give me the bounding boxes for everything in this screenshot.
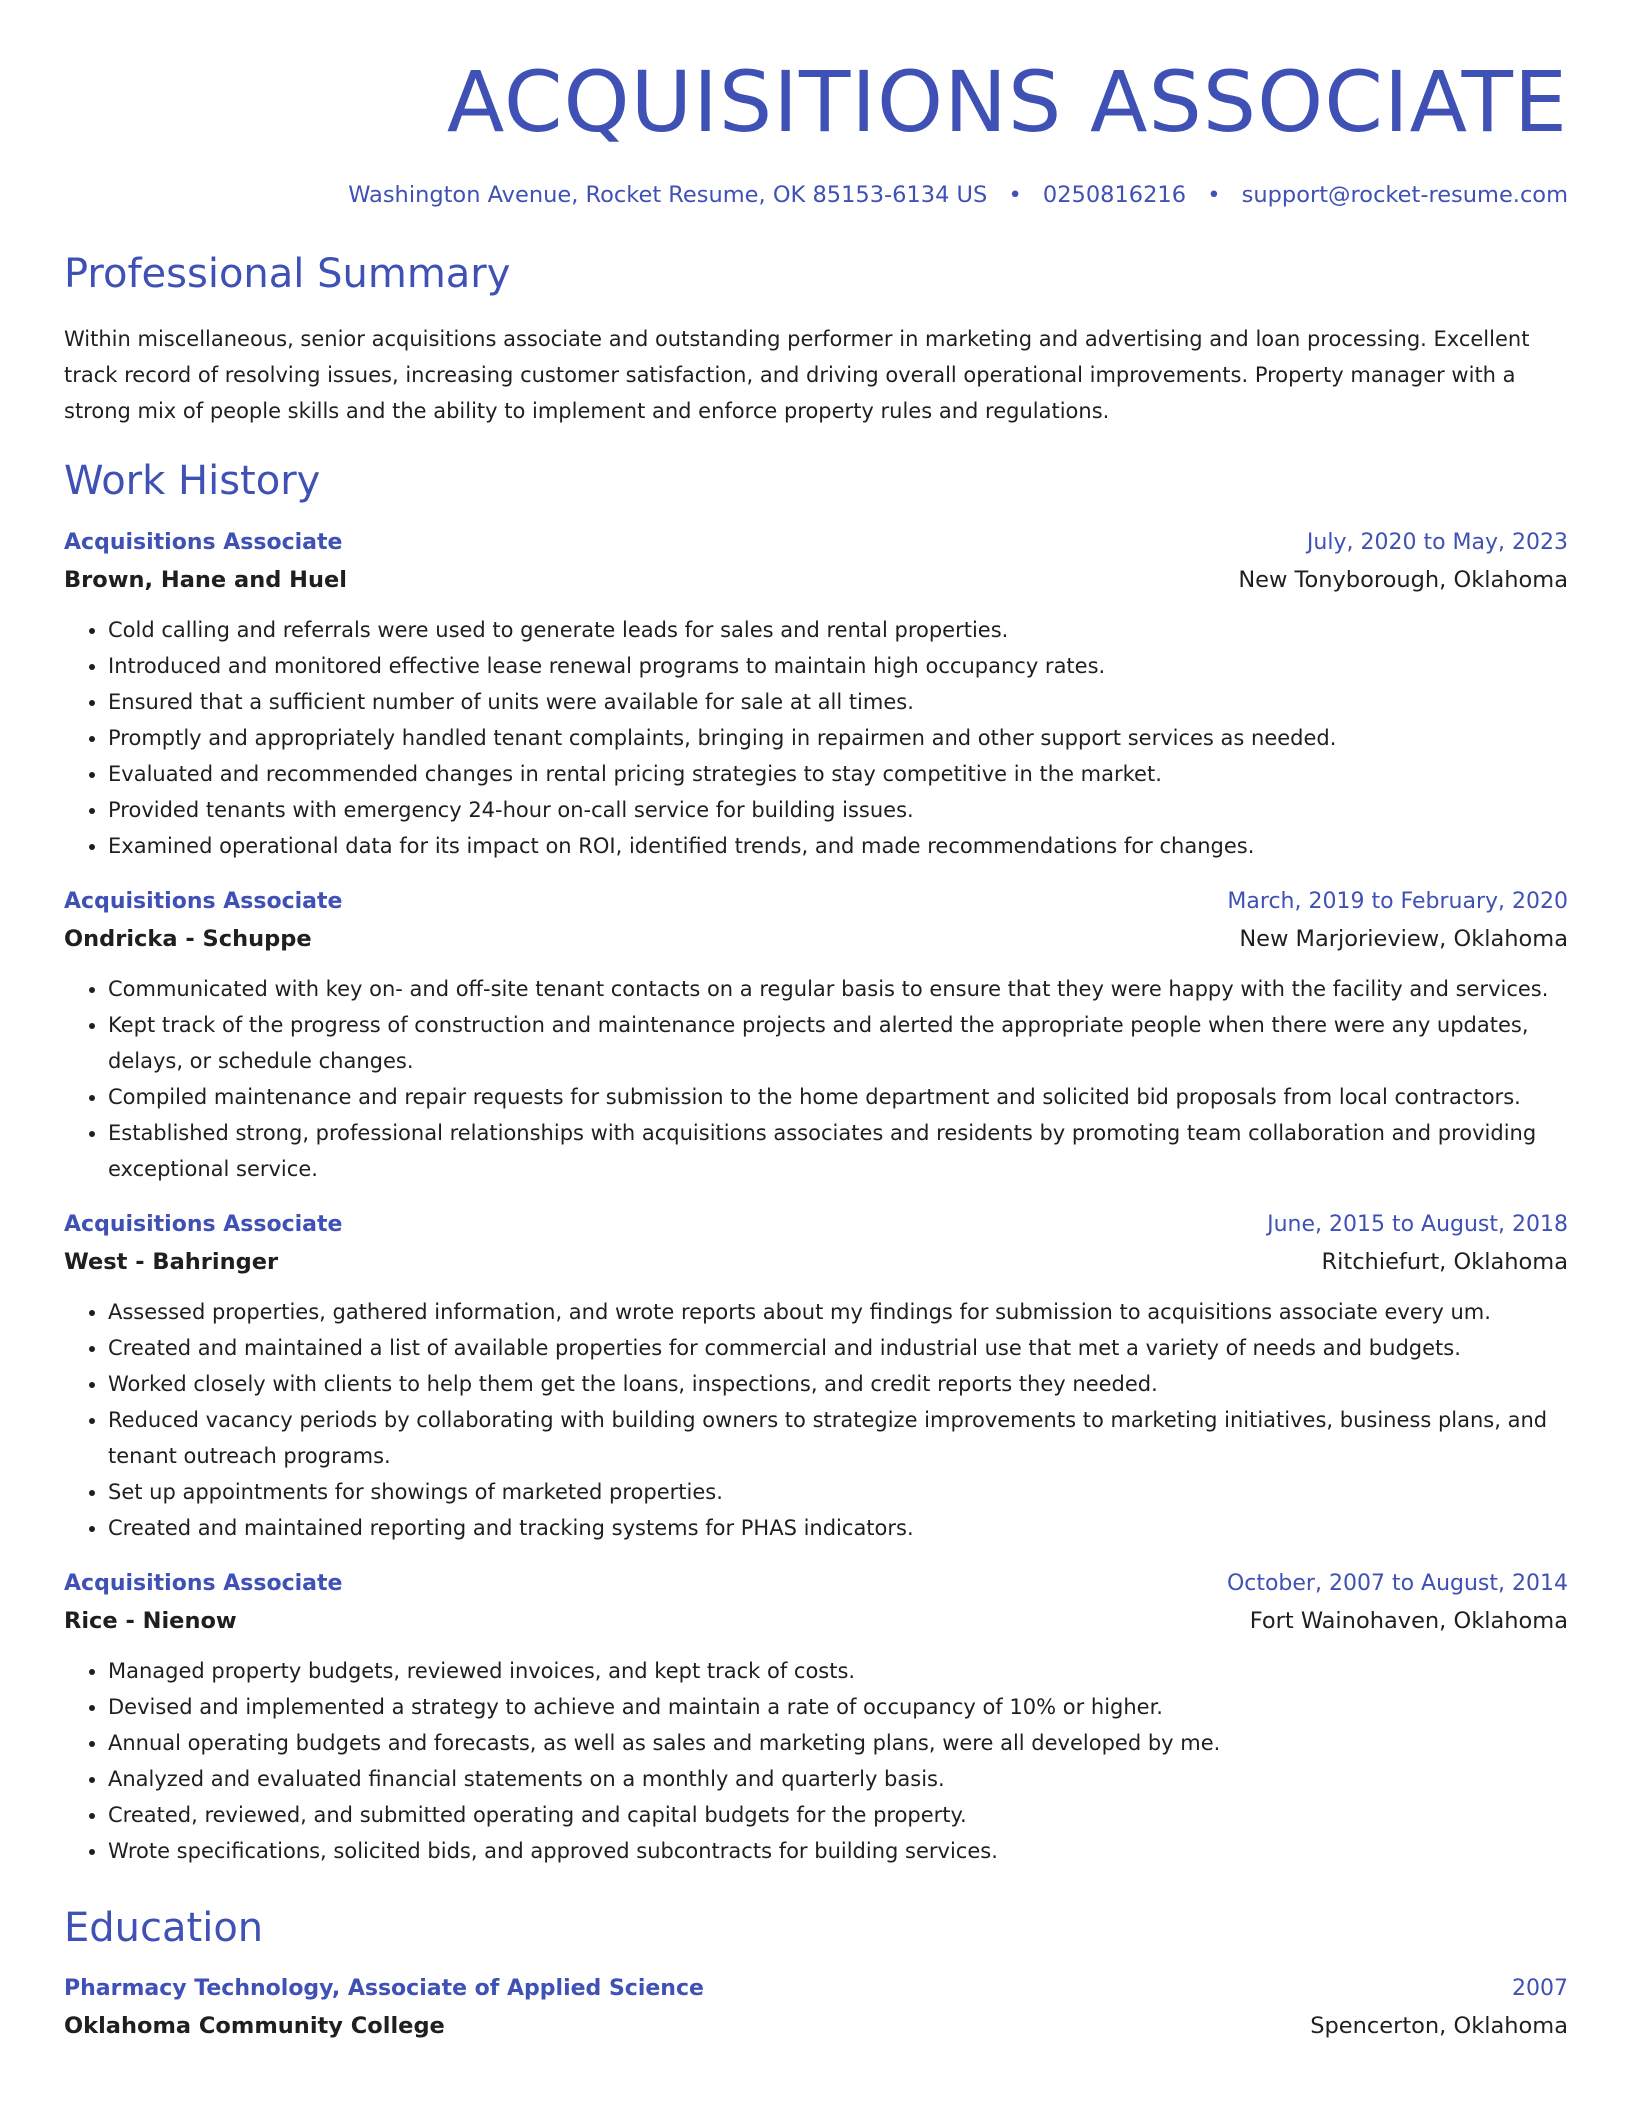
work-history-heading: Work History — [64, 458, 321, 504]
email-link[interactable]: support@rocket-resume.com — [1241, 182, 1568, 208]
job-role: Acquisitions Associate — [64, 889, 343, 914]
job-bullets — [64, 971, 1568, 1187]
bullet-item: • Created and maintained reporting and tracking systems for PHAS indicators. — [108, 1510, 1568, 1546]
bullet-item: • Assessed properties, gathered information, and wrote reports about my findings for submission to acquisitions associate every um. — [108, 1294, 1568, 1330]
job-entry — [64, 1210, 1568, 1546]
job-location: New Marjorieview, Oklahoma — [1239, 926, 1568, 952]
work-history-section — [64, 456, 1568, 1869]
address-text: Washington Avenue, Rocket Resume, OK 85153-6134 US — [348, 182, 988, 208]
job-location: New Tonyborough, Oklahoma — [1238, 567, 1568, 593]
bullet-separator: • — [1008, 182, 1022, 208]
job-location: Fort Wainohaven, Oklahoma — [1249, 1608, 1568, 1634]
summary-text: Within miscellaneous, senior acquisitions associate and outstanding performer in marketing and advertising and loan processing. Excellent track record of resolving issues, increasing customer satisfaction, and driving overall operational improvements. Property manager with a strong mix of people skills and the ability to implement and enforce property rules and regulations. — [64, 327, 1530, 423]
summary-section — [64, 249, 1568, 429]
job-company: Ondricka - Schuppe — [64, 926, 312, 952]
school-location: Spencerton, Oklahoma — [1310, 2013, 1568, 2039]
education-heading: Education — [64, 1905, 264, 1951]
bullet-item: • Established strong, professional relationships with acquisitions associates and residents by promoting team collaboration and providing exceptional service. — [108, 1115, 1568, 1187]
bullet-separator: • — [1207, 182, 1221, 208]
resume-header — [64, 0, 1568, 210]
job-company: Rice - Nienow — [64, 1608, 237, 1634]
bullet-item: • Evaluated and recommended changes in rental pricing strategies to stay competitive in the market. — [108, 756, 1568, 792]
bullet-item: • Promptly and appropriately handled tenant complaints, bringing in repairmen and other support services as needed. — [108, 720, 1568, 756]
contact-line — [64, 180, 1568, 210]
education-entry — [64, 1974, 1568, 2041]
bullet-item: • Introduced and monitored effective lease renewal programs to maintain high occupancy rates. — [108, 648, 1568, 684]
bullet-item: • Devised and implemented a strategy to achieve and maintain a rate of occupancy of 10% or higher. — [108, 1689, 1568, 1725]
bullet-item: • Set up appointments for showings of marketed properties. — [108, 1474, 1568, 1510]
job-bullets — [64, 612, 1568, 864]
bullet-item: • Kept track of the progress of construction and maintenance projects and alerted the appropriate people when there were any updates, delays, or schedule changes. — [108, 1007, 1568, 1079]
bullet-item: • Cold calling and referrals were used to generate leads for sales and rental properties. — [108, 612, 1568, 648]
job-entry — [64, 528, 1568, 864]
job-role: Acquisitions Associate — [64, 1571, 343, 1596]
bullet-item: • Analyzed and evaluated financial statements on a monthly and quarterly basis. — [108, 1761, 1568, 1797]
bullet-item: • Reduced vacancy periods by collaborating with building owners to strategize improvements to marketing initiatives, business plans, and tenant outreach programs. — [108, 1402, 1568, 1474]
bullet-item: • Compiled maintenance and repair requests for submission to the home department and solicited bid proposals from local contractors. — [108, 1079, 1568, 1115]
bullet-item: • Wrote specifications, solicited bids, and approved subcontracts for building services. — [108, 1833, 1568, 1869]
bullet-item: • Managed property budgets, reviewed invoices, and kept track of costs. — [108, 1653, 1568, 1689]
job-entry — [64, 887, 1568, 1187]
bullet-item: • Created and maintained a list of available properties for commercial and industrial use that met a variety of needs and budgets. — [108, 1330, 1568, 1366]
bullet-item: • Ensured that a sufficient number of units were available for sale at all times. — [108, 684, 1568, 720]
bullet-item: • Worked closely with clients to help them get the loans, inspections, and credit reports they needed. — [108, 1366, 1568, 1402]
job-title-heading: ACQUISITIONS ASSOCIATE — [446, 53, 1568, 151]
job-bullets — [64, 1653, 1568, 1869]
bullet-item: • Provided tenants with emergency 24-hour on-call service for building issues. — [108, 792, 1568, 828]
job-location: Ritchiefurt, Oklahoma — [1321, 1249, 1568, 1275]
education-section — [64, 1903, 1568, 2041]
job-role: Acquisitions Associate — [64, 530, 343, 555]
bullet-item: • Created, reviewed, and submitted operating and capital budgets for the property. — [108, 1797, 1568, 1833]
degree-text: Pharmacy Technology, Associate of Applied Science — [64, 1976, 704, 2001]
job-role: Acquisitions Associate — [64, 1212, 343, 1237]
job-dates: June, 2015 to August, 2018 — [1267, 1212, 1568, 1237]
bullet-item: • Examined operational data for its impact on ROI, identified trends, and made recommendations for changes. — [108, 828, 1568, 864]
job-bullets — [64, 1294, 1568, 1546]
job-dates: July, 2020 to May, 2023 — [1306, 530, 1568, 555]
job-company: West - Bahringer — [64, 1249, 279, 1275]
bullet-item: • Communicated with key on- and off-site tenant contacts on a regular basis to ensure that they were happy with the facility and services. — [108, 971, 1568, 1007]
school-name: Oklahoma Community College — [64, 2013, 445, 2039]
job-entry — [64, 1569, 1568, 1869]
summary-heading: Professional Summary — [64, 251, 511, 297]
job-dates: October, 2007 to August, 2014 — [1226, 1571, 1568, 1596]
job-dates: March, 2019 to February, 2020 — [1227, 889, 1568, 914]
phone-text: 0250816216 — [1042, 182, 1187, 208]
bullet-item: • Annual operating budgets and forecasts, as well as sales and marketing plans, were all developed by me. — [108, 1725, 1568, 1761]
graduation-year: 2007 — [1512, 1976, 1568, 2001]
job-company: Brown, Hane and Huel — [64, 567, 347, 593]
